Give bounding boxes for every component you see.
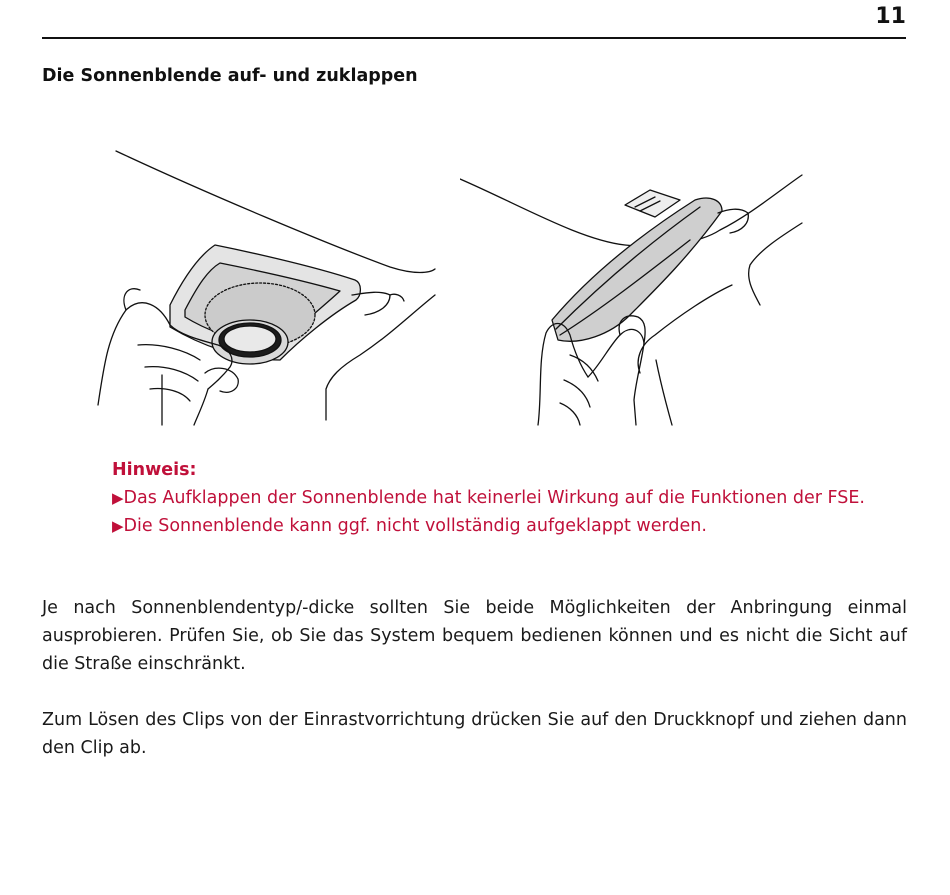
bullet-triangle-icon: ▶	[112, 517, 124, 535]
note-title: Hinweis:	[112, 460, 197, 480]
page-number: 11	[875, 4, 906, 29]
note-item-text: Die Sonnenblende kann ggf. nicht vollständig aufgeklappt werden.	[123, 516, 707, 536]
bullet-triangle-icon: ▶	[112, 489, 124, 507]
visor-folded-illustration	[90, 145, 440, 430]
body-paragraph: Je nach Sonnenblendentyp/-dicke sollten Sie beide Möglichkeiten der Anbringung einmal ausprobieren. Prüfen Sie, ob Sie das System bequem bedienen können und es nicht die Sicht auf die Straße einschränkt.	[42, 598, 907, 674]
visor-unfolded-illustration	[460, 145, 810, 430]
note-item-text: Das Aufklappen der Sonnenblende hat keinerlei Wirkung auf die Funktionen der FSE.	[123, 488, 865, 508]
note-item	[112, 484, 907, 512]
body-paragraph: Zum Lösen des Clips von der Einrastvorrichtung drücken Sie auf den Druckknopf und ziehen dann den Clip ab.	[42, 710, 907, 758]
illustration-group	[90, 145, 830, 430]
note-item	[112, 512, 907, 540]
section-title: Die Sonnenblende auf- und zuklappen	[42, 66, 418, 86]
note-box	[112, 456, 907, 540]
header-rule	[42, 37, 906, 39]
